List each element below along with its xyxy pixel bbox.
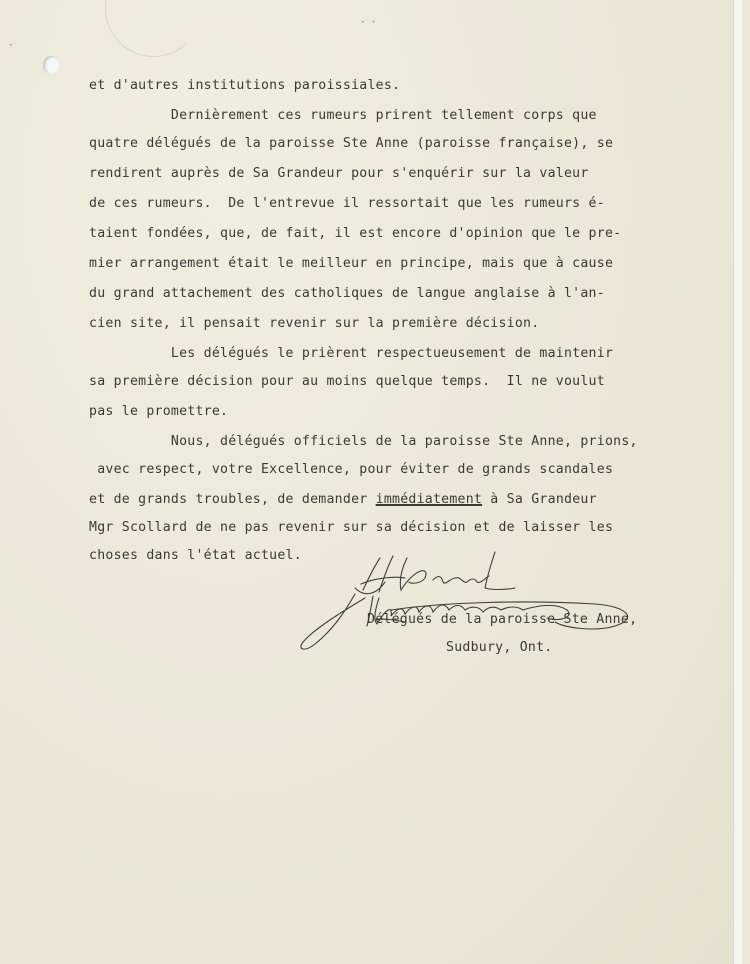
text-line: pas le promettre. (89, 404, 229, 419)
text-line: avec respect, votre Excellence, pour éviter de grands scandales (89, 462, 614, 477)
page-edge (733, 0, 742, 964)
text-line: taient fondées, que, de fait, il est encore d'opinion que le pre- (89, 226, 622, 241)
text-line: rendirent auprès de Sa Grandeur pour s'enquérir sur la valeur (89, 166, 589, 181)
text-fragment: à Sa Grandeur (482, 492, 597, 507)
text-fragment: et de grands troubles, de demander (89, 492, 376, 507)
text-line: de ces rumeurs. De l'entrevue il ressortait que les rumeurs é- (89, 196, 605, 211)
typed-text (89, 78, 638, 563)
margin-mark: - (8, 40, 14, 50)
text-line: Mgr Scollard de ne pas revenir sur sa décision et de laisser les (89, 520, 614, 535)
text-line: Nous, délégués officiels de la paroisse Ste Anne, prions, (89, 434, 638, 449)
text-line: Les délégués le prièrent respectueusement de maintenir (89, 346, 614, 361)
text-line: cien site, il pensait revenir sur la première décision. (89, 316, 540, 331)
text-line: quatre délégués de la paroisse Ste Anne (paroisse française), se (89, 136, 614, 151)
punch-hole (43, 56, 59, 74)
text-line: du grand attachement des catholiques de langue anglaise à l'an- (89, 286, 605, 301)
text-line (89, 492, 597, 507)
text-line: choses dans l'état actuel. (89, 548, 302, 563)
text-line: Dernièrement ces rumeurs prirent tellement corps que (89, 108, 597, 123)
paper-fold-mark (105, 0, 202, 57)
top-marks: - - (360, 17, 377, 27)
underlined-word: immédiatement (375, 492, 483, 507)
closing-delegates: Délégués de la paroisse Ste Anne, (367, 612, 638, 627)
text-line: sa première décision pour au moins quelque temps. Il ne voulut (89, 374, 605, 389)
text-line: mier arrangement était le meilleur en principe, mais que à cause (89, 256, 614, 271)
text-line: et d'autres institutions paroissiales. (89, 78, 401, 93)
closing-location: Sudbury, Ont. (446, 640, 553, 655)
